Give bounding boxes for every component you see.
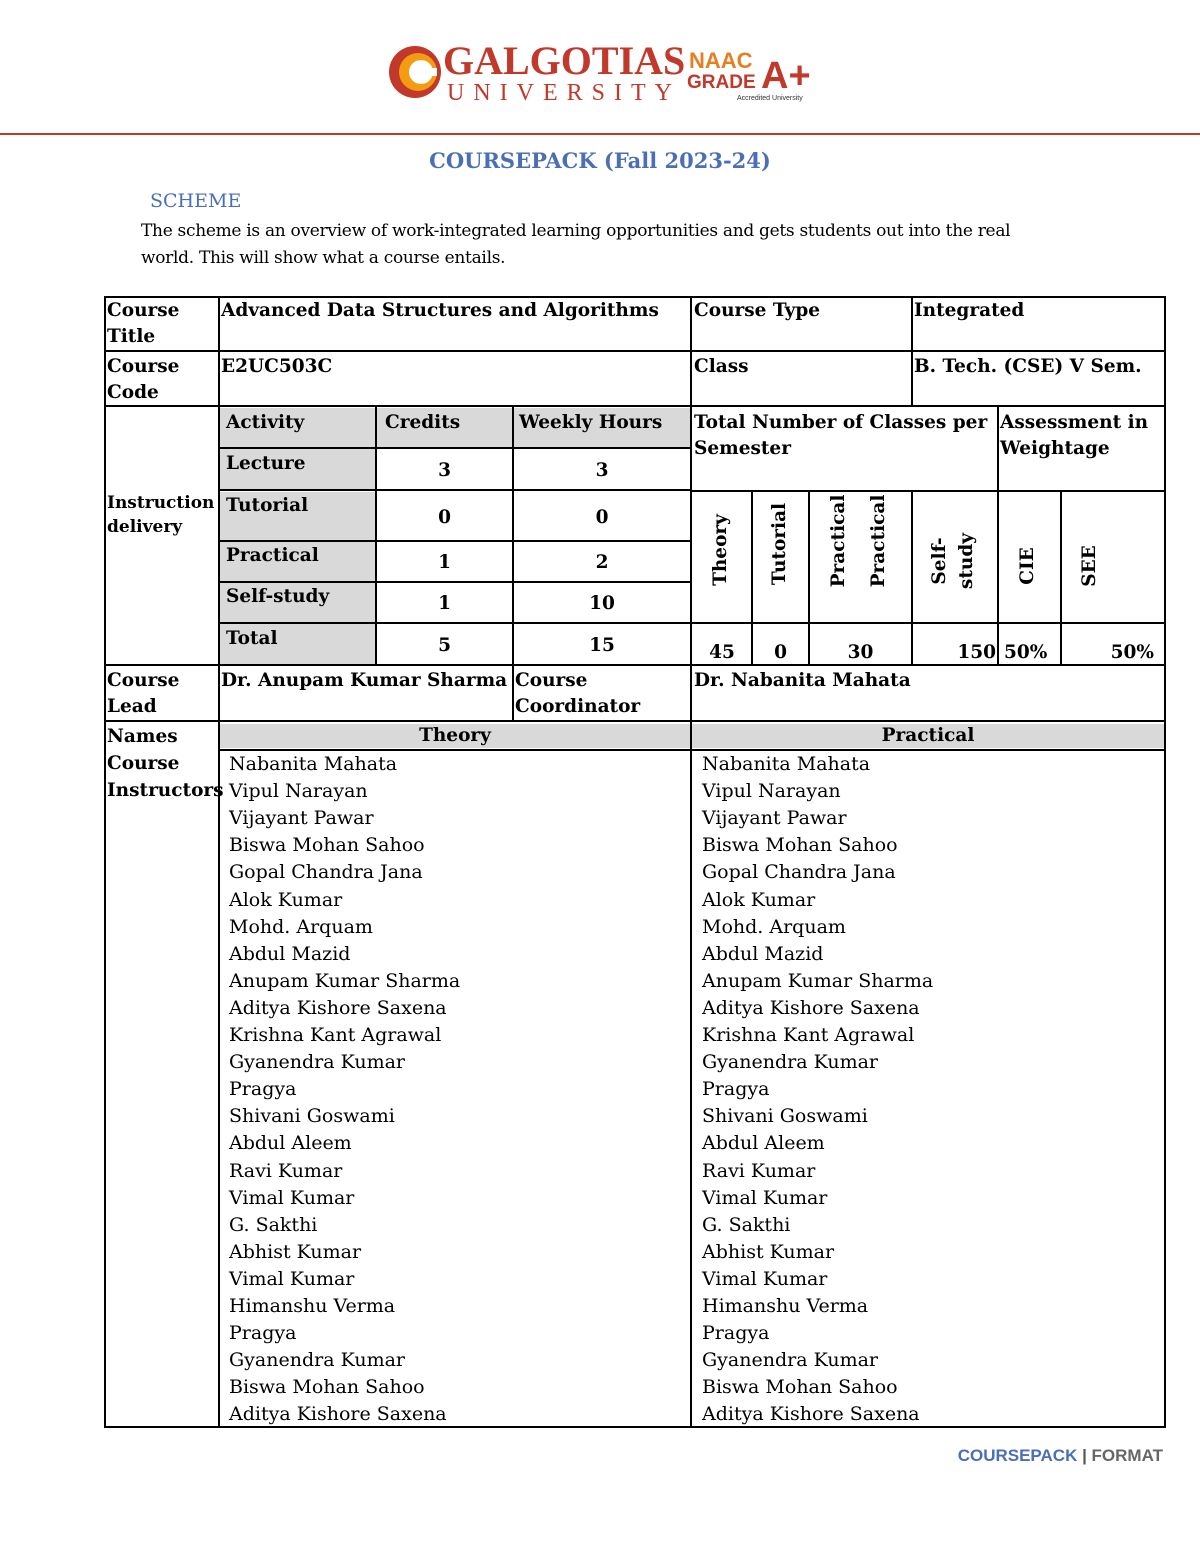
course-title: Advanced Data Structures and Algorithms — [221, 300, 659, 321]
credits-header: Credits — [385, 412, 461, 433]
instructor-name: Pragya — [702, 1322, 770, 1345]
instructor-name: Vijayant Pawar — [702, 807, 847, 830]
instructor-name: Vipul Narayan — [229, 780, 368, 803]
self-study-column-header: study — [956, 532, 977, 590]
course-coordinator-label: Course Coordinator — [515, 670, 641, 717]
activity-name: Self-study — [226, 586, 330, 607]
practical-column-header: Practical — [828, 494, 849, 588]
tutorial-classes: 0 — [774, 642, 787, 663]
footer-coursepack: COURSEPACK — [957, 1446, 1078, 1465]
activity-hours: 15 — [589, 635, 615, 656]
instructor-name: Krishna Kant Agrawal — [702, 1024, 915, 1046]
logo-name: GALGOTIAS — [443, 40, 686, 83]
instructor-name: Anupam Kumar Sharma — [229, 969, 461, 992]
instructor-name: Abdul Mazid — [229, 942, 351, 965]
cie-weightage: 50% — [1004, 642, 1048, 663]
practical-classes: 30 — [847, 642, 874, 663]
instructor-name: Gyanendra Kumar — [702, 1051, 879, 1074]
activity-name: Tutorial — [226, 495, 309, 516]
self-study-classes: 150 — [957, 642, 996, 663]
instructor-name: Abdul Aleem — [702, 1132, 825, 1155]
instructor-name: Pragya — [229, 1322, 297, 1345]
cie-column-header: CIE — [1017, 547, 1038, 585]
scheme-intro: The scheme is an overview of work-integrated learning opportunities and gets students out into the real world. This will show what a course entails. — [141, 221, 1011, 268]
instructor-name: Pragya — [229, 1078, 297, 1101]
instructor-name: Vimal Kumar — [702, 1267, 828, 1290]
activity-hours: 2 — [595, 552, 609, 573]
instructor-name: Gopal Chandra Jana — [702, 861, 896, 884]
instructor-name: Himanshu Verma — [702, 1295, 869, 1317]
instructor-name: Anupam Kumar Sharma — [702, 969, 934, 992]
course-type-label: Course Type — [694, 300, 821, 321]
grade-label: GRADE — [687, 72, 756, 93]
footer-format: FORMAT — [1091, 1446, 1163, 1465]
activity-name: Practical — [226, 545, 319, 566]
instructor-name: Mohd. Arquam — [702, 915, 846, 938]
instructor-name: Aditya Kishore Saxena — [702, 1403, 920, 1426]
practical-instructors-header: Practical — [881, 725, 975, 746]
page-title: COURSEPACK (Fall 2023-24) — [429, 148, 771, 173]
logo-subtitle: UNIVERSITY — [447, 80, 681, 104]
course-lead-label: Course Lead — [107, 670, 180, 717]
activity-hours: 3 — [595, 460, 609, 481]
course-title-label: Course Title — [107, 300, 180, 347]
tutorial-column-header: Tutorial — [769, 502, 790, 586]
instructor-name: Abdul Aleem — [229, 1132, 352, 1155]
instructor-name: Alok Kumar — [229, 888, 343, 911]
instructor-name: Abhist Kumar — [229, 1240, 362, 1263]
activity-credits: 0 — [438, 507, 451, 528]
instructor-name: Aditya Kishore Saxena — [229, 1403, 447, 1426]
instructor-name: Mohd. Arquam — [229, 915, 373, 938]
instructor-name: Alok Kumar — [702, 888, 816, 911]
activity-hours: 0 — [595, 507, 609, 528]
instructor-name: Gyanendra Kumar — [229, 1051, 406, 1074]
scheme-heading: SCHEME — [150, 190, 242, 212]
activity-credits: 3 — [438, 460, 451, 481]
instructor-name: Vipul Narayan — [702, 780, 841, 803]
instructor-name: Himanshu Verma — [229, 1295, 396, 1317]
theory-classes: 45 — [709, 642, 735, 663]
naac-label: NAAC — [689, 48, 753, 73]
activity-name: Total — [226, 628, 278, 649]
course-instructors-label: Names Course Instructors — [107, 726, 224, 801]
footer-separator: | — [1077, 1446, 1092, 1465]
instructor-name: Ravi Kumar — [702, 1159, 816, 1182]
activity-hours: 10 — [589, 593, 615, 614]
instruction-delivery-label: Instruction delivery — [107, 493, 215, 537]
instructor-name: Vimal Kumar — [702, 1186, 828, 1209]
instructor-name: Biswa Mohan Sahoo — [229, 834, 425, 857]
see-column-header: SEE — [1079, 545, 1100, 587]
activity-credits: 5 — [438, 635, 451, 656]
class-value: B. Tech. (CSE) V Sem. — [914, 356, 1142, 377]
self-study-column-header: Self- — [929, 537, 950, 585]
practical-column-header: Practical — [868, 494, 889, 588]
instructor-name: Ravi Kumar — [229, 1159, 343, 1182]
instructor-name: Gyanendra Kumar — [229, 1349, 406, 1372]
activity-credits: 1 — [438, 593, 451, 614]
instructor-name: Aditya Kishore Saxena — [229, 996, 447, 1019]
see-weightage: 50% — [1110, 642, 1154, 663]
instructor-name: G. Sakthi — [229, 1213, 318, 1236]
instructor-name: G. Sakthi — [702, 1213, 791, 1236]
instructor-name: Shivani Goswami — [229, 1105, 395, 1128]
course-type: Integrated — [914, 300, 1025, 321]
class-label: Class — [694, 356, 749, 377]
activity-header: Activity — [226, 412, 305, 433]
instructor-name: Pragya — [702, 1078, 770, 1101]
instructor-name: Vimal Kumar — [229, 1186, 355, 1209]
activity-name: Lecture — [226, 453, 306, 474]
instructor-name: Nabanita Mahata — [229, 753, 398, 775]
instructor-name: Aditya Kishore Saxena — [702, 996, 920, 1019]
instructor-name: Abhist Kumar — [702, 1240, 835, 1263]
instructor-name: Abdul Mazid — [702, 942, 824, 965]
instructor-name: Vimal Kumar — [229, 1267, 355, 1290]
grade-value: A+ — [761, 55, 811, 97]
course-coordinator: Dr. Nabanita Mahata — [694, 670, 911, 691]
footer — [958, 1446, 1163, 1466]
instructor-name: Shivani Goswami — [702, 1105, 868, 1128]
instructor-name: Vijayant Pawar — [229, 807, 374, 830]
theory-column-header: Theory — [710, 514, 731, 586]
weekly-hours-header: Weekly Hours — [519, 412, 663, 433]
instructor-name: Krishna Kant Agrawal — [229, 1024, 442, 1046]
activity-credits: 1 — [438, 552, 451, 573]
total-classes-label: Total Number of Classes per Semester — [694, 412, 988, 459]
assessment-label: Assessment in Weightage — [1000, 412, 1149, 459]
theory-instructors-header: Theory — [419, 725, 491, 746]
instructor-name: Biswa Mohan Sahoo — [702, 1376, 898, 1399]
instructor-name: Biswa Mohan Sahoo — [702, 834, 898, 857]
instructor-name: Gyanendra Kumar — [702, 1349, 879, 1372]
course-code: E2UC503C — [221, 356, 333, 377]
instructor-name: Biswa Mohan Sahoo — [229, 1376, 425, 1399]
course-code-label: Course Code — [107, 356, 180, 403]
course-lead: Dr. Anupam Kumar Sharma — [221, 670, 508, 691]
accredited-label: Accredited University — [737, 95, 803, 102]
instructor-name: Gopal Chandra Jana — [229, 861, 423, 884]
instructor-name: Nabanita Mahata — [702, 753, 871, 775]
